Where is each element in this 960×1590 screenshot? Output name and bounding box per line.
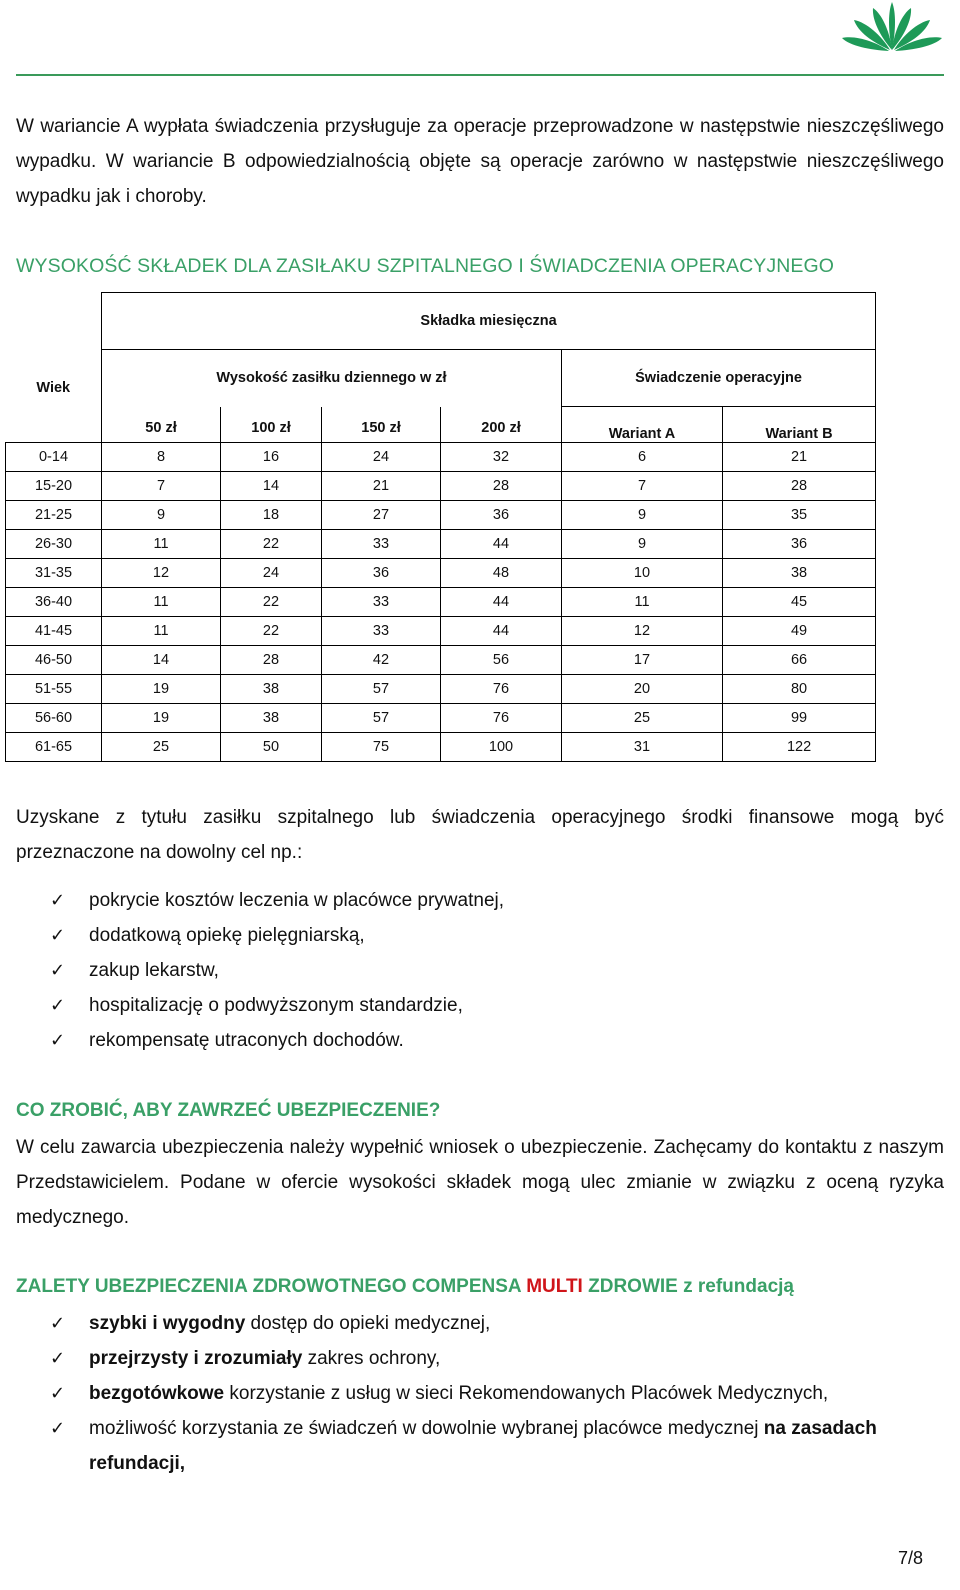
value-cell: 45: [723, 587, 876, 616]
value-cell: 19: [102, 674, 221, 703]
value-cell: 99: [723, 703, 876, 732]
value-cell: 42: [322, 645, 441, 674]
multi-highlight: MULTI: [526, 1276, 583, 1297]
value-cell: 7: [562, 471, 723, 500]
value-cell: 44: [441, 616, 562, 645]
value-cell: 31: [562, 732, 723, 761]
value-cell: 35: [723, 500, 876, 529]
header-rule: [16, 74, 944, 76]
value-cell: 28: [221, 645, 322, 674]
list-item: ✓ dodatkową opiekę pielęgniarską,: [0, 918, 504, 953]
premium-table: [5, 292, 876, 762]
header-age: Wiek: [6, 350, 102, 443]
list-item: ✓ zakup lekarstw,: [0, 953, 504, 988]
header-operation-benefit: Świadczenie operacyjne: [562, 350, 876, 407]
value-cell: 25: [102, 732, 221, 761]
value-cell: 36: [723, 529, 876, 558]
table-row: [6, 674, 876, 703]
value-cell: 38: [221, 674, 322, 703]
value-cell: 76: [441, 703, 562, 732]
value-cell: 14: [102, 645, 221, 674]
value-cell: 49: [723, 616, 876, 645]
table-row: [6, 587, 876, 616]
list-item: ✓ przejrzysty i zrozumiały zakres ochrony,: [0, 1341, 944, 1376]
age-cell: 21-25: [6, 500, 102, 529]
table-row: [6, 645, 876, 674]
value-cell: 38: [221, 703, 322, 732]
value-cell: 11: [102, 587, 221, 616]
checkmark-icon: ✓: [50, 960, 66, 980]
checkmark-icon: ✓: [50, 1348, 66, 1368]
value-cell: 28: [723, 471, 876, 500]
uses-list: [0, 883, 504, 1058]
column-header-150: 150 zł: [322, 407, 441, 443]
value-cell: 12: [102, 558, 221, 587]
table-corner-cell: [6, 293, 102, 350]
value-cell: 80: [723, 674, 876, 703]
age-cell: 26-30: [6, 529, 102, 558]
value-cell: 8: [102, 442, 221, 471]
value-cell: 28: [441, 471, 562, 500]
age-cell: 0-14: [6, 442, 102, 471]
how-to-paragraph: W celu zawarcia ubezpieczenia należy wypełnić wniosek o ubezpieczenie. Zachęcamy do kontaktu z naszym Przedstawicielem. Podane w ofercie wysokości składek mogą ulec zmianie w związku z oceną ryzyka medycznego.: [16, 1137, 944, 1228]
list-item: ✓ szybki i wygodny dostęp do opieki medycznej,: [0, 1306, 944, 1341]
value-cell: 76: [441, 674, 562, 703]
header-monthly-premium: Składka miesięczna: [102, 293, 876, 350]
value-cell: 56: [441, 645, 562, 674]
table-row: [6, 529, 876, 558]
value-cell: 7: [102, 471, 221, 500]
value-cell: 9: [102, 500, 221, 529]
checkmark-icon: ✓: [50, 995, 66, 1015]
table-row: [6, 442, 876, 471]
value-cell: 33: [322, 616, 441, 645]
age-cell: 15-20: [6, 471, 102, 500]
value-cell: 25: [562, 703, 723, 732]
checkmark-icon: ✓: [50, 925, 66, 945]
value-cell: 36: [441, 500, 562, 529]
value-cell: 57: [322, 674, 441, 703]
compensa-fan-logo-icon: [842, 0, 942, 54]
value-cell: 36: [322, 558, 441, 587]
age-cell: 46-50: [6, 645, 102, 674]
table-row: [6, 703, 876, 732]
list-item: ✓ pokrycie kosztów leczenia w placówce prywatnej,: [0, 883, 504, 918]
age-cell: 61-65: [6, 732, 102, 761]
checkmark-icon: ✓: [50, 1418, 66, 1438]
value-cell: 18: [221, 500, 322, 529]
age-cell: 56-60: [6, 703, 102, 732]
value-cell: 17: [562, 645, 723, 674]
value-cell: 21: [322, 471, 441, 500]
age-cell: 36-40: [6, 587, 102, 616]
value-cell: 22: [221, 616, 322, 645]
value-cell: 38: [723, 558, 876, 587]
checkmark-icon: ✓: [50, 1313, 66, 1333]
value-cell: 11: [102, 529, 221, 558]
value-cell: 66: [723, 645, 876, 674]
value-cell: 21: [723, 442, 876, 471]
column-header-50: 50 zł: [102, 407, 221, 443]
value-cell: 12: [562, 616, 723, 645]
checkmark-icon: ✓: [50, 890, 66, 910]
table-body: [6, 442, 876, 761]
table-row: [6, 558, 876, 587]
age-cell: 41-45: [6, 616, 102, 645]
list-item: ✓ bezgotówkowe korzystanie z usług w sieci Rekomendowanych Placówek Medycznych,: [0, 1376, 944, 1411]
checkmark-icon: ✓: [50, 1030, 66, 1050]
value-cell: 122: [723, 732, 876, 761]
table-row: [6, 616, 876, 645]
value-cell: 14: [221, 471, 322, 500]
value-cell: 33: [322, 529, 441, 558]
table-row: [6, 500, 876, 529]
list-item: ✓ możliwość korzystania ze świadczeń w dowolnie wybranej placówce medycznej na zasadach refundacji,: [0, 1411, 944, 1481]
age-cell: 51-55: [6, 674, 102, 703]
intro-paragraph: W wariancie A wypłata świadczenia przysługuje za operacje przeprowadzone w następstwie nieszczęśliwego wypadku. W wariancie B odpowiedzialnością objęte są operacje zarówno w następstwie nieszczęśliwego wypadku jak i choroby.: [16, 116, 944, 207]
value-cell: 24: [322, 442, 441, 471]
page-number: 7/8: [898, 1548, 924, 1568]
table-title: WYSOKOŚĆ SKŁADEK DLA ZASIŁAKU SZPITALNEGO I ŚWIADCZENIA OPERACYJNEGO: [16, 255, 835, 277]
how-to-heading: CO ZROBIĆ, ABY ZAWRZEĆ UBEZPIECZENIE?: [16, 1100, 441, 1121]
advantages-heading: ZALETY UBEZPIECZENIA ZDROWOTNEGO COMPENSA MULTI ZDROWIE z refundacją: [16, 1276, 794, 1297]
value-cell: 11: [562, 587, 723, 616]
column-header-200: 200 zł: [441, 407, 562, 443]
uses-paragraph: Uzyskane z tytułu zasiłku szpitalnego lub świadczenia operacyjnego środki finansowe mogą być przeznaczone na dowolny cel np.:: [16, 807, 944, 863]
header-daily-allowance: Wysokość zasiłku dziennego w zł: [102, 350, 562, 407]
value-cell: 9: [562, 529, 723, 558]
column-header-variant-b: Wariant B: [723, 407, 876, 443]
checkmark-icon: ✓: [50, 1383, 66, 1403]
value-cell: 22: [221, 587, 322, 616]
list-item: ✓ hospitalizację o podwyższonym standardzie,: [0, 988, 504, 1023]
value-cell: 27: [322, 500, 441, 529]
value-cell: 10: [562, 558, 723, 587]
table-row: [6, 471, 876, 500]
value-cell: 75: [322, 732, 441, 761]
value-cell: 100: [441, 732, 562, 761]
value-cell: 50: [221, 732, 322, 761]
value-cell: 48: [441, 558, 562, 587]
table-row: [6, 732, 876, 761]
value-cell: 19: [102, 703, 221, 732]
value-cell: 44: [441, 529, 562, 558]
value-cell: 32: [441, 442, 562, 471]
value-cell: 57: [322, 703, 441, 732]
column-header-variant-a: Wariant A: [562, 407, 723, 443]
value-cell: 9: [562, 500, 723, 529]
value-cell: 44: [441, 587, 562, 616]
column-header-100: 100 zł: [221, 407, 322, 443]
value-cell: 33: [322, 587, 441, 616]
value-cell: 22: [221, 529, 322, 558]
advantages-list: [0, 1306, 944, 1481]
value-cell: 20: [562, 674, 723, 703]
value-cell: 16: [221, 442, 322, 471]
age-cell: 31-35: [6, 558, 102, 587]
value-cell: 6: [562, 442, 723, 471]
list-item: ✓ rekompensatę utraconych dochodów.: [0, 1023, 504, 1058]
value-cell: 24: [221, 558, 322, 587]
value-cell: 11: [102, 616, 221, 645]
